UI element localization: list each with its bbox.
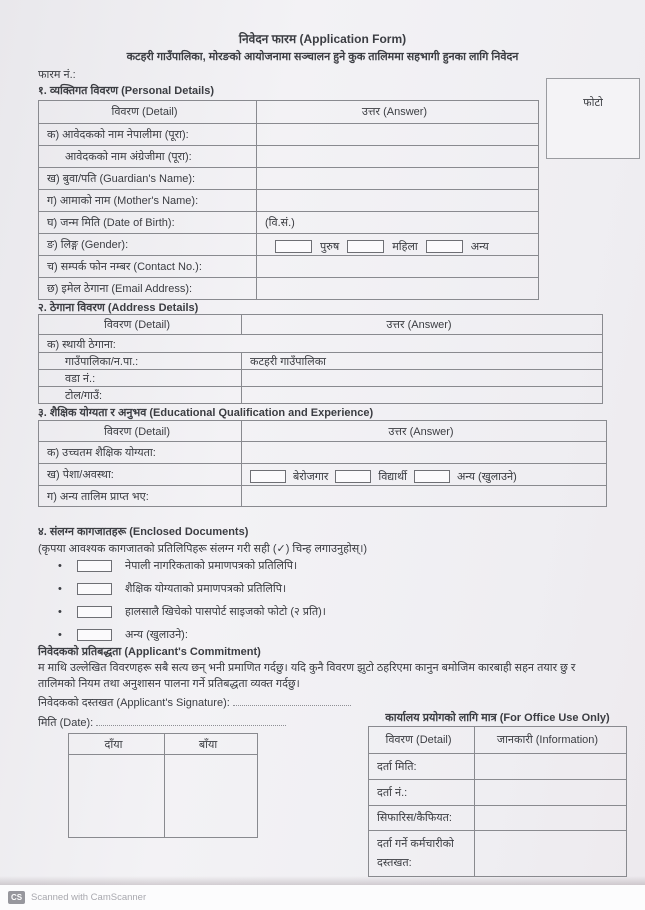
thumbprint-right-label: दाँया <box>104 739 123 751</box>
camscanner-footer <box>0 885 645 910</box>
scan-edge-shadow <box>0 876 645 885</box>
doc-photo-checkbox[interactable] <box>77 606 112 618</box>
personal-answer-name-english[interactable] <box>256 146 538 167</box>
doc-other-checkbox[interactable] <box>77 629 112 641</box>
signature-line[interactable] <box>233 694 351 706</box>
education-label-occupation: ख) पेशा/अवस्था: <box>47 469 114 481</box>
education-table <box>38 420 607 507</box>
section-personal-heading: १. व्यक्तिगत विवरण (Personal Details) <box>38 85 215 97</box>
occupation-student-checkbox[interactable] <box>335 470 371 483</box>
personal-col-detail: विवरण (Detail) <box>111 106 178 118</box>
date-label: मिति (Date): <box>38 717 94 729</box>
personal-label-guardian: ख) बुवा/पति (Guardian's Name): <box>47 173 196 185</box>
document-item-1 <box>58 558 297 573</box>
signature-row <box>38 694 351 710</box>
personal-label-contact: च) सम्पर्क फोन नम्बर (Contact No.): <box>47 261 202 273</box>
office-use-heading: कार्यालय प्रयोगको लागि मात्र (For Office Use Only) <box>385 712 610 724</box>
education-col-answer: उत्तर (Answer) <box>241 421 606 441</box>
gender-other-label: अन्य <box>470 241 489 253</box>
office-info-recommendation[interactable] <box>474 806 626 830</box>
photo-box <box>546 78 640 159</box>
office-label-reg-date: दर्ता मिति: <box>377 761 417 773</box>
address-label-ward: वडा नं.: <box>65 373 96 385</box>
date-row <box>38 714 286 730</box>
personal-answer-email[interactable] <box>256 278 538 299</box>
bullet-icon: • <box>58 560 62 572</box>
thumbprint-left-box[interactable] <box>164 755 257 837</box>
document-item-4 <box>58 627 188 642</box>
personal-label-mother: ग) आमाको नाम (Mother's Name): <box>47 195 199 207</box>
section-education-heading: ३. शैक्षिक योग्यता र अनुभव (Educational Qualification and Experience) <box>38 407 374 419</box>
doc-other-label: अन्य (खुलाउने): <box>124 629 188 641</box>
bullet-icon: • <box>58 583 62 595</box>
thumbprint-right-box[interactable] <box>69 755 164 758</box>
personal-label-name-english: आवेदकको नाम अंग्रेजीमा (पूरा): <box>65 151 192 163</box>
occupation-unemployed-checkbox[interactable] <box>250 470 286 483</box>
camscanner-watermark-text: Scanned with CamScanner <box>31 892 147 903</box>
commitment-text-line1: म माथि उल्लेखित विवरणहरू सबै सत्य छन् भनी प्रमाणित गर्दछु। यदि कुनै विवरण झुटो ठहरिएमा कानुन बमोजिम कारबाही सहन तयार छु र <box>38 662 576 674</box>
address-permanent-label: क) स्थायी ठेगाना: <box>47 339 116 351</box>
education-label-other-training: ग) अन्य तालिम प्राप्त भए: <box>47 491 149 503</box>
form-number-label: फारम नं.: <box>38 69 76 81</box>
office-col-info: जानकारी (Information) <box>474 727 626 753</box>
personal-answer-mother[interactable] <box>256 190 538 211</box>
gender-male-checkbox[interactable] <box>275 240 312 253</box>
personal-answer-contact[interactable] <box>256 256 538 277</box>
gender-female-label: महिला <box>392 241 418 253</box>
office-label-recommendation: सिफारिस/कैफियत: <box>377 812 452 824</box>
address-col-detail: विवरण (Detail) <box>103 319 171 331</box>
occupation-unemployed-label: बेरोजगार <box>293 471 329 483</box>
personal-answer-dob[interactable]: (वि.सं.) <box>256 212 538 233</box>
personal-label-email: छ) इमेल ठेगाना (Email Address): <box>47 283 193 295</box>
office-info-reg-no[interactable] <box>474 780 626 805</box>
doc-citizenship-label: नेपाली नागरिकताको प्रमाणपत्रको प्रतिलिपि। <box>124 560 298 572</box>
bullet-icon: • <box>58 606 62 618</box>
form-subtitle: कटहरी गाउँपालिका, मोरङको आयोजनामा सञ्चालन हुने कुक तालिममा सहभागी हुनका लागि निवेदन <box>126 51 519 63</box>
address-label-municipality: गाउँपालिका/न.पा.: <box>65 356 139 368</box>
bullet-icon: • <box>58 629 62 641</box>
office-info-reg-date[interactable] <box>474 754 626 779</box>
documents-note: (कृपया आवश्यक कागजातको प्रतिलिपिहरू संलग्न गरी सही (✓) चिन्ह लगाउनुहोस्।) <box>38 543 368 555</box>
document-item-3 <box>58 604 326 619</box>
commitment-text-line2: तालिमको नियम तथा अनुशासन पालना गर्ने प्रतिबद्धता व्यक्त गर्दछु। <box>38 678 300 690</box>
document-item-2 <box>58 581 286 596</box>
date-line[interactable] <box>96 714 286 726</box>
address-label-tole: टोल/गाउँ: <box>65 390 103 402</box>
education-answer-other-training[interactable] <box>241 486 606 506</box>
address-answer-tole[interactable] <box>241 387 602 403</box>
address-answer-ward[interactable] <box>241 370 602 386</box>
personal-answer-name-nepali[interactable] <box>256 124 538 145</box>
office-label-staff-signature: दर्ता गर्ने कर्मचारीको दस्तखत: <box>377 838 454 869</box>
doc-education-cert-checkbox[interactable] <box>77 583 112 595</box>
section-address-heading: २. ठेगाना विवरण (Address Details) <box>38 302 199 314</box>
commitment-heading: निवेदकको प्रतिबद्धता (Applicant's Commitment) <box>38 646 261 658</box>
doc-citizenship-checkbox[interactable] <box>77 560 112 572</box>
address-details-table <box>38 314 603 404</box>
photo-label: फोटो <box>583 97 603 109</box>
education-col-detail: विवरण (Detail) <box>103 426 171 438</box>
doc-education-cert-label: शैक्षिक योग्यताको प्रमाणपत्रको प्रतिलिपि। <box>124 583 287 595</box>
personal-details-table <box>38 100 539 300</box>
education-answer-qualification[interactable] <box>241 442 606 463</box>
personal-label-dob: घ) जन्म मिति (Date of Birth): <box>47 217 175 229</box>
personal-answer-guardian[interactable] <box>256 168 538 189</box>
personal-label-name-nepali: क) आवेदकको नाम नेपालीमा (पूरा): <box>47 129 189 141</box>
signature-label: निवेदकको दस्तखत (Applicant's Signature): <box>38 697 230 709</box>
gender-female-checkbox[interactable] <box>347 240 384 253</box>
thumbprint-table <box>68 733 258 838</box>
occupation-other-checkbox[interactable] <box>414 470 450 483</box>
address-col-answer: उत्तर (Answer) <box>241 315 602 334</box>
gender-male-label: पुरुष <box>320 241 340 253</box>
thumbprint-left-label: बाँया <box>164 734 257 754</box>
gender-other-checkbox[interactable] <box>426 240 463 253</box>
office-use-table <box>368 726 627 877</box>
occupation-other-label: अन्य (खुलाउने) <box>456 471 517 483</box>
form-title: निवेदन फारम (Application Form) <box>238 32 407 46</box>
education-label-qualification: क) उच्चतम शैक्षिक योग्यता: <box>47 447 156 459</box>
personal-label-gender: ङ) लिङ्ग (Gender): <box>47 239 129 251</box>
occupation-student-label: विद्यार्थी <box>378 471 407 483</box>
section-documents-heading: ४. संलग्न कागजातहरू (Enclosed Documents) <box>38 526 249 538</box>
personal-col-answer: उत्तर (Answer) <box>256 101 538 123</box>
office-label-reg-no: दर्ता नं.: <box>377 787 408 799</box>
office-col-detail: विवरण (Detail) <box>385 734 452 746</box>
camscanner-logo-icon: CS <box>8 891 25 904</box>
address-answer-municipality[interactable]: कटहरी गाउँपालिका <box>241 353 602 369</box>
doc-photo-label: हालसालै खिचेको पासपोर्ट साइजको फोटो (२ प्रति)। <box>124 606 326 618</box>
office-info-staff-signature[interactable] <box>474 831 626 876</box>
